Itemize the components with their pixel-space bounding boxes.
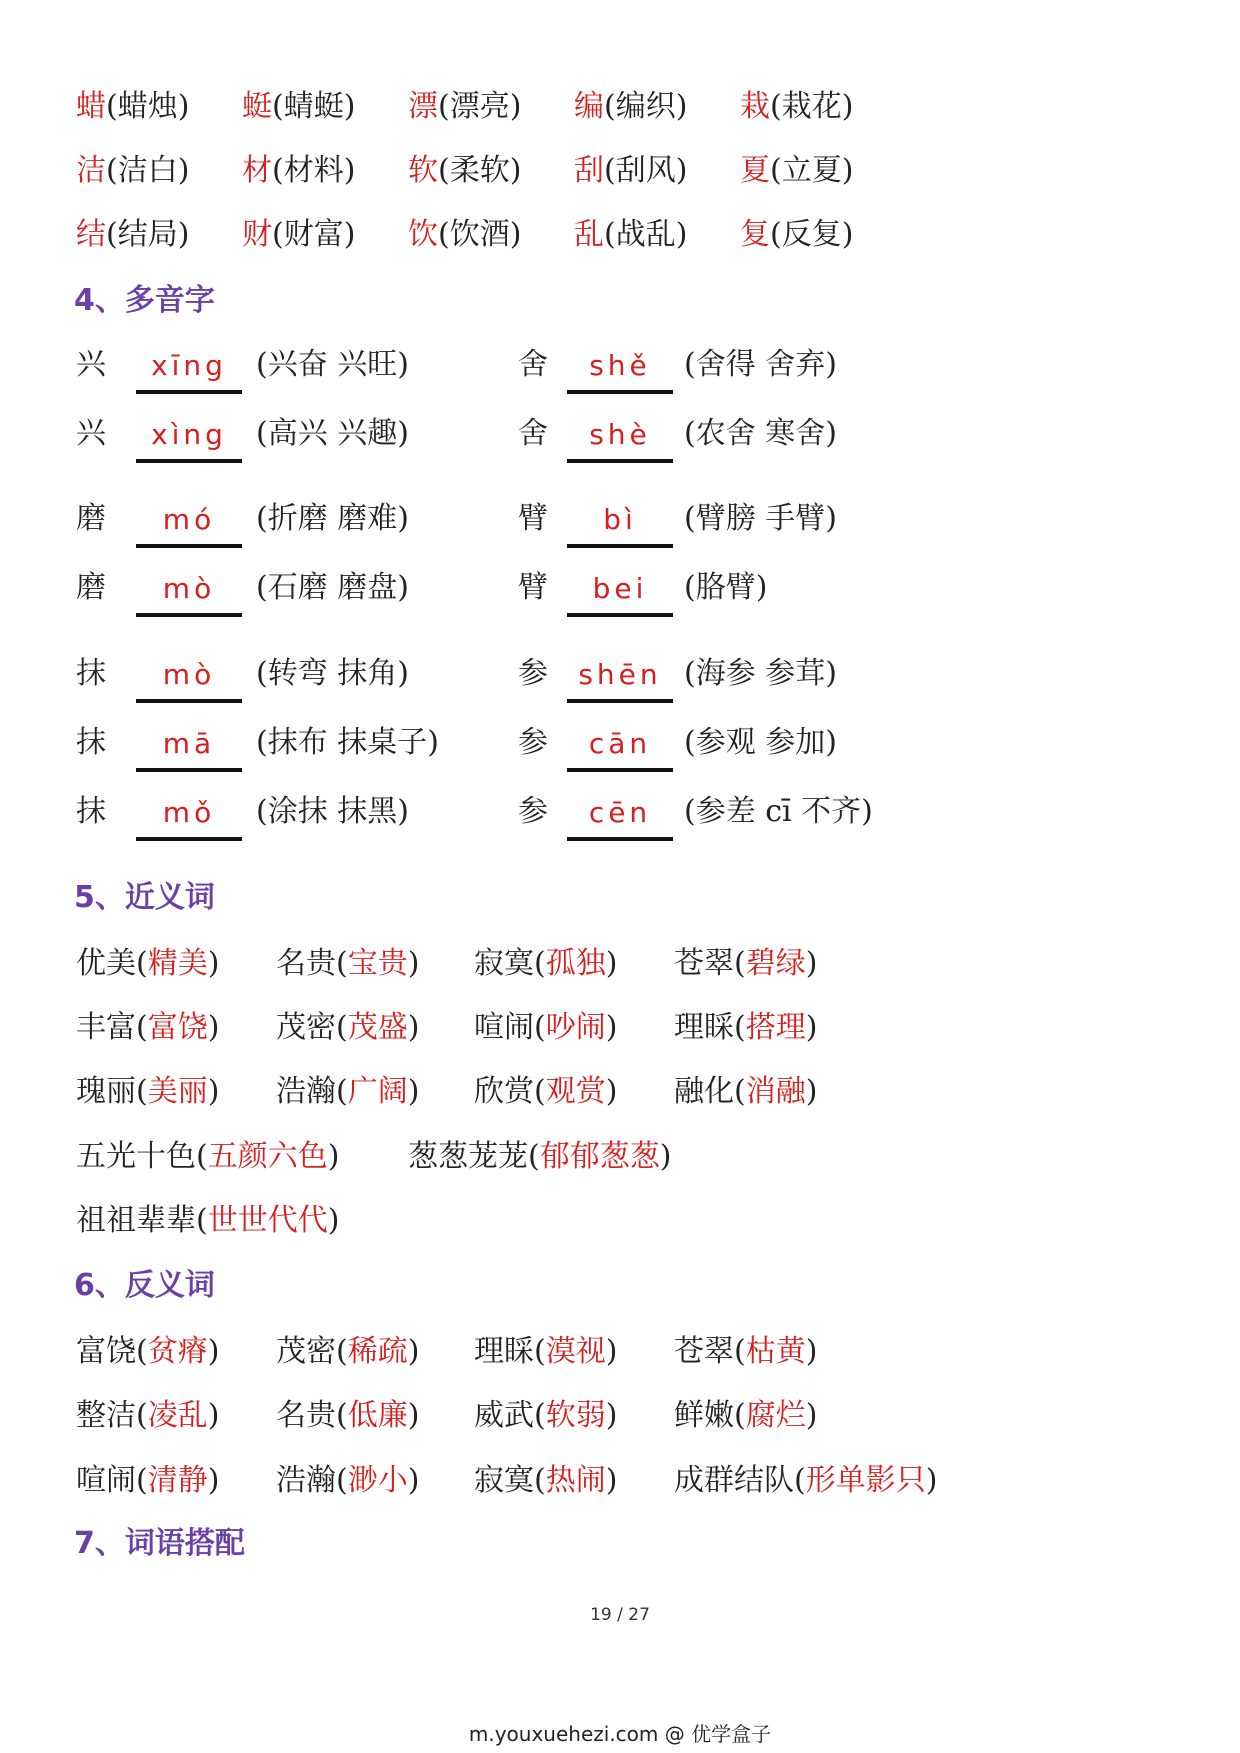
char-entry (408, 217, 522, 252)
word-pair (674, 1398, 818, 1433)
open-paren: ( (734, 1334, 746, 1369)
close-paren: ) (805, 1010, 818, 1045)
word-pair (76, 1463, 220, 1498)
char: 财 (242, 217, 272, 252)
word: (立夏) (770, 153, 854, 188)
close-paren: ) (605, 1463, 618, 1498)
paired-word: 低廉 (347, 1398, 408, 1433)
word: 理睬 (474, 1334, 534, 1369)
word-pair (276, 1074, 420, 1109)
pinyin: mó (136, 500, 242, 548)
char: 软 (408, 153, 438, 188)
word-pair (276, 1334, 420, 1369)
pinyin: mā (136, 724, 242, 772)
word: (财富) (272, 217, 356, 252)
open-paren: ( (534, 1074, 546, 1109)
char-entry (242, 89, 356, 124)
word-pair (674, 1334, 818, 1369)
paired-word: 搭理 (745, 1010, 806, 1045)
char: 洁 (76, 153, 106, 188)
word-pair (76, 1334, 220, 1369)
polyphone-row (0, 725, 1240, 768)
section-6-title: 6、反义词 (74, 1268, 215, 1303)
close-paren: ) (605, 1010, 618, 1045)
char-entry (740, 153, 854, 188)
polyphone-char: 舍 (518, 347, 548, 382)
polyphone-char: 兴 (76, 416, 106, 451)
open-paren: ( (734, 1074, 746, 1109)
paired-word: 形单影只 (805, 1463, 926, 1498)
char-entry (76, 89, 190, 124)
word-pair (76, 1010, 220, 1045)
word: (栽花) (770, 89, 854, 124)
open-paren: ( (534, 1010, 546, 1045)
polyphone-row (0, 570, 1240, 613)
pinyin: mǒ (136, 793, 242, 841)
polyphone-char: 参 (518, 794, 548, 829)
close-paren: ) (407, 1334, 420, 1369)
paired-word: 消融 (745, 1074, 806, 1109)
open-paren: ( (136, 1463, 148, 1498)
pinyin: cēn (567, 793, 673, 841)
char: 结 (76, 217, 106, 252)
word: 威武 (474, 1398, 534, 1433)
word: 名贵 (276, 946, 336, 981)
section-5-title: 5、近义词 (74, 880, 215, 915)
page-number: 19 / 27 (590, 1605, 650, 1625)
word: 祖祖辈辈 (76, 1203, 196, 1238)
pinyin: xīng (136, 346, 242, 394)
word-pair (474, 946, 618, 981)
open-paren: ( (534, 946, 546, 981)
open-paren: ( (534, 1398, 546, 1433)
word: 苍翠 (674, 1334, 734, 1369)
char: 刮 (574, 153, 604, 188)
word-pair (474, 1398, 618, 1433)
open-paren: ( (136, 1010, 148, 1045)
word-pair (474, 1463, 618, 1498)
word-pair (276, 946, 420, 981)
word-pair (76, 1203, 340, 1238)
open-paren: ( (534, 1334, 546, 1369)
pinyin: cān (567, 724, 673, 772)
close-paren: ) (407, 1074, 420, 1109)
char-entry (242, 153, 356, 188)
paired-word: 茂盛 (347, 1010, 408, 1045)
char-entry (408, 153, 522, 188)
close-paren: ) (659, 1139, 672, 1174)
close-paren: ) (327, 1139, 340, 1174)
word: 寂寞 (474, 1463, 534, 1498)
paired-word: 稀疏 (347, 1334, 408, 1369)
word: 苍翠 (674, 946, 734, 981)
pinyin: shè (567, 415, 673, 463)
close-paren: ) (805, 946, 818, 981)
word: 茂密 (276, 1334, 336, 1369)
word: 名贵 (276, 1398, 336, 1433)
word: 整洁 (76, 1398, 136, 1433)
char-entry (76, 153, 190, 188)
word: 成群结队 (674, 1463, 794, 1498)
word: (编织) (604, 89, 688, 124)
word: 喧闹 (76, 1463, 136, 1498)
close-paren: ) (407, 1463, 420, 1498)
word: 葱葱茏茏 (408, 1139, 528, 1174)
paired-word: 观赏 (545, 1074, 606, 1109)
example-words: (胳臂) (684, 570, 768, 605)
open-paren: ( (196, 1203, 208, 1238)
close-paren: ) (805, 1074, 818, 1109)
close-paren: ) (805, 1398, 818, 1433)
pinyin: bei (567, 569, 673, 617)
polyphone-char: 磨 (76, 501, 106, 536)
polyphone-char: 抹 (76, 725, 106, 760)
example-words: (涂抹 抹黑) (256, 794, 409, 829)
polyphone-char: 参 (518, 725, 548, 760)
pinyin: bì (567, 500, 673, 548)
word: 理睬 (674, 1010, 734, 1045)
word-pair (474, 1010, 618, 1045)
word: 浩瀚 (276, 1463, 336, 1498)
paired-word: 郁郁葱葱 (539, 1139, 660, 1174)
char: 漂 (408, 89, 438, 124)
char: 材 (242, 153, 272, 188)
char: 蜡 (76, 89, 106, 124)
close-paren: ) (207, 1074, 220, 1109)
example-words: (农舍 寒舍) (684, 416, 837, 451)
polyphone-row (0, 416, 1240, 459)
open-paren: ( (734, 946, 746, 981)
char-entry (242, 217, 356, 252)
char-entry (574, 89, 688, 124)
open-paren: ( (528, 1139, 540, 1174)
section-4-title: 4、多音字 (74, 283, 215, 318)
open-paren: ( (336, 1398, 348, 1433)
word: 鲜嫩 (674, 1398, 734, 1433)
paired-word: 渺小 (347, 1463, 408, 1498)
pinyin: xìng (136, 415, 242, 463)
word: (漂亮) (438, 89, 522, 124)
paired-word: 孤独 (545, 946, 606, 981)
polyphone-char: 抹 (76, 794, 106, 829)
paired-word: 清静 (147, 1463, 208, 1498)
paired-word: 宝贵 (347, 946, 408, 981)
word-pair (474, 1334, 618, 1369)
word: 富饶 (76, 1334, 136, 1369)
close-paren: ) (207, 1334, 220, 1369)
open-paren: ( (196, 1139, 208, 1174)
example-words: (抹布 抹桌子) (256, 725, 439, 760)
open-paren: ( (136, 1334, 148, 1369)
open-paren: ( (336, 946, 348, 981)
char: 栽 (740, 89, 770, 124)
pinyin: shēn (567, 655, 673, 703)
word: (刮风) (604, 153, 688, 188)
char-entry (408, 89, 522, 124)
paired-word: 软弱 (545, 1398, 606, 1433)
word: (蜡烛) (106, 89, 190, 124)
word-pair (674, 946, 818, 981)
open-paren: ( (336, 1074, 348, 1109)
pinyin: mò (136, 655, 242, 703)
pinyin: shě (567, 346, 673, 394)
char-entry (574, 153, 688, 188)
polyphone-row (0, 656, 1240, 699)
polyphone-char: 臂 (518, 570, 548, 605)
word: (洁白) (106, 153, 190, 188)
word-pair (76, 946, 220, 981)
word-pair (276, 1398, 420, 1433)
polyphone-row (0, 794, 1240, 837)
example-words: (高兴 兴趣) (256, 416, 409, 451)
word: 五光十色 (76, 1139, 196, 1174)
example-words: (舍得 舍弃) (684, 347, 837, 382)
word-pair (76, 1398, 220, 1433)
polyphone-char: 参 (518, 656, 548, 691)
word: (战乱) (604, 217, 688, 252)
paired-word: 世世代代 (207, 1203, 328, 1238)
example-words: (臂膀 手臂) (684, 501, 837, 536)
example-words: (兴奋 兴旺) (256, 347, 409, 382)
open-paren: ( (734, 1398, 746, 1433)
polyphone-char: 抹 (76, 656, 106, 691)
paired-word: 热闹 (545, 1463, 606, 1498)
word: 瑰丽 (76, 1074, 136, 1109)
close-paren: ) (207, 946, 220, 981)
close-paren: ) (925, 1463, 938, 1498)
close-paren: ) (327, 1203, 340, 1238)
polyphone-char: 兴 (76, 347, 106, 382)
example-words: (石磨 磨盘) (256, 570, 409, 605)
word-pair (674, 1010, 818, 1045)
char: 编 (574, 89, 604, 124)
close-paren: ) (207, 1463, 220, 1498)
close-paren: ) (407, 1398, 420, 1433)
pinyin: mò (136, 569, 242, 617)
example-words: (转弯 抹角) (256, 656, 409, 691)
word: 浩瀚 (276, 1074, 336, 1109)
open-paren: ( (136, 946, 148, 981)
open-paren: ( (336, 1334, 348, 1369)
word: (蜻蜓) (272, 89, 356, 124)
paired-word: 吵闹 (545, 1010, 606, 1045)
close-paren: ) (605, 946, 618, 981)
paired-word: 五颜六色 (207, 1139, 328, 1174)
section-7-title: 7、词语搭配 (74, 1526, 245, 1561)
open-paren: ( (136, 1074, 148, 1109)
char: 夏 (740, 153, 770, 188)
word: (饮酒) (438, 217, 522, 252)
open-paren: ( (336, 1010, 348, 1045)
close-paren: ) (605, 1334, 618, 1369)
paired-word: 美丽 (147, 1074, 208, 1109)
close-paren: ) (605, 1398, 618, 1433)
polyphone-row (0, 347, 1240, 390)
site-footer: m.youxuehezi.com @ 优学盒子 (468, 1722, 772, 1746)
paired-word: 碧绿 (745, 946, 806, 981)
word: (柔软) (438, 153, 522, 188)
word: 茂密 (276, 1010, 336, 1045)
word: 喧闹 (474, 1010, 534, 1045)
polyphone-char: 磨 (76, 570, 106, 605)
word: 欣赏 (474, 1074, 534, 1109)
char-entry (76, 217, 190, 252)
word: (结局) (106, 217, 190, 252)
example-words: (海参 参茸) (684, 656, 837, 691)
char: 乱 (574, 217, 604, 252)
close-paren: ) (207, 1398, 220, 1433)
word-pair (408, 1139, 672, 1174)
open-paren: ( (534, 1463, 546, 1498)
word-pair (474, 1074, 618, 1109)
word-pair (674, 1463, 938, 1498)
paired-word: 富饶 (147, 1010, 208, 1045)
paired-word: 腐烂 (745, 1398, 806, 1433)
char: 复 (740, 217, 770, 252)
open-paren: ( (734, 1010, 746, 1045)
example-words: (折磨 磨难) (256, 501, 409, 536)
word-pair (276, 1463, 420, 1498)
word: 优美 (76, 946, 136, 981)
word-pair (76, 1139, 340, 1174)
close-paren: ) (407, 946, 420, 981)
word: 寂寞 (474, 946, 534, 981)
open-paren: ( (336, 1463, 348, 1498)
paired-word: 凌乱 (147, 1398, 208, 1433)
open-paren: ( (136, 1398, 148, 1433)
paired-word: 广阔 (347, 1074, 408, 1109)
polyphone-row (0, 501, 1240, 544)
word: (材料) (272, 153, 356, 188)
close-paren: ) (805, 1334, 818, 1369)
word: (反复) (770, 217, 854, 252)
char-entry (740, 217, 854, 252)
paired-word: 枯黄 (745, 1334, 806, 1369)
word-pair (76, 1074, 220, 1109)
close-paren: ) (407, 1010, 420, 1045)
example-words: (参观 参加) (684, 725, 837, 760)
example-words: (参差 cī 不齐) (684, 794, 873, 829)
char-entry (574, 217, 688, 252)
char: 蜓 (242, 89, 272, 124)
char-entry (740, 89, 854, 124)
paired-word: 贫瘠 (147, 1334, 208, 1369)
polyphone-char: 臂 (518, 501, 548, 536)
word-pair (276, 1010, 420, 1045)
char: 饮 (408, 217, 438, 252)
close-paren: ) (605, 1074, 618, 1109)
close-paren: ) (207, 1010, 220, 1045)
open-paren: ( (794, 1463, 806, 1498)
word: 丰富 (76, 1010, 136, 1045)
word: 融化 (674, 1074, 734, 1109)
paired-word: 漠视 (545, 1334, 606, 1369)
paired-word: 精美 (147, 946, 208, 981)
word-pair (674, 1074, 818, 1109)
polyphone-char: 舍 (518, 416, 548, 451)
